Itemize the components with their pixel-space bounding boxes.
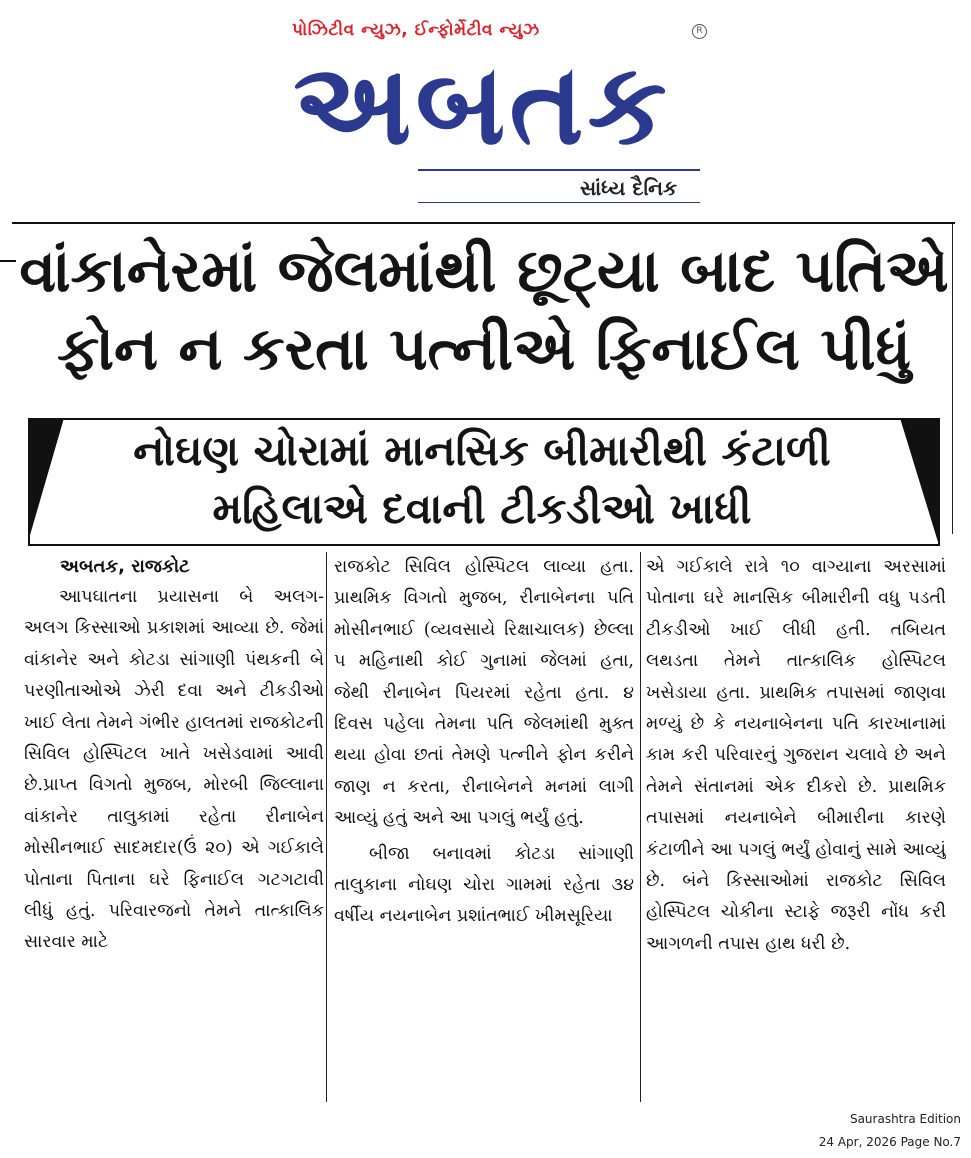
column-divider	[640, 552, 641, 1102]
header-divider	[12, 222, 955, 224]
article-column-2	[334, 552, 634, 1104]
masthead-subtitle: સાંધ્ય દૈનિક	[580, 176, 678, 200]
headline	[14, 232, 954, 388]
subheadline-line-2: મહિલાએ દવાની ટીકડીઓ ખાધી	[212, 484, 752, 533]
masthead	[0, 0, 971, 215]
subheadline	[64, 422, 900, 538]
column-divider	[326, 552, 327, 1102]
registered-mark-icon: R	[692, 24, 707, 39]
article-paragraph: બીજા બનાવમાં કોટડા સાંગાણી તાલુકાના નોઘણ ચોરા ગામમાં રહેતા ૩૪ વર્ષીય નયનાબેન પ્રશાંતભાઈ ખીમસૂરિયા	[334, 843, 634, 927]
dateline: અબતક, રાજકોટ	[60, 556, 190, 577]
article-column-1	[24, 552, 324, 1104]
logo-text: અબતક	[293, 44, 671, 166]
headline-line-2: ફોન ન કરતા પત્નીએ ફિનાઈલ પીધું	[57, 314, 911, 383]
article-paragraph: રાજકોટ સિવિલ હોસ્પિટલ લાવ્યા હતા. પ્રાથમિક વિગતો મુજબ, રીનાબેનના પતિ મોસીનભાઈ (વ્યવસાયે રિક્ષાચાલક) છેલ્લા ૫ મહિનાથી કોઈ ગુનામાં જેલમાં હતા, જેથી રીનાબેન પિયરમાં રહેતા હતા. ૪ દિવસ પહેલા તેમના પતિ જેલમાંથી મુક્ત થયા હોવા છતાં તેમણે પત્નીને ફોન કરીને જાણ ન કરતા, રીનાબેનને મનમાં લાગી આવ્યું હતું અને આ પગલું ભર્યું હતું.	[334, 557, 634, 829]
subheadline-corner-right	[900, 418, 938, 542]
headline-line-1: વાંકાનેરમાં જેલમાંથી છૂટ્યા બાદ પતિએ	[19, 236, 949, 305]
subtitle-underline	[418, 202, 700, 203]
date-page-label: 24 Apr, 2026 Page No.7	[818, 1135, 961, 1149]
article-column-3	[646, 552, 946, 1104]
article-paragraph: એ ગઈકાલે રાત્રે ૧૦ વાગ્યાના અરસામાં પોતાના ઘરે માનસિક બીમારીની વધુ પડતી ટીકડીઓ ખાઈ લીધી હતી. તબિયત લથડતા તેમને તાત્કાલિક હોસ્પિટલ ખસેડાયા હતા. પ્રાથમિક તપાસમાં જાણવા મળ્યું છે કે નયનાબેનના પતિ કારખાનામાં કામ કરી પરિવારનું ગુજરાન ચલાવે છે અને તેમને સંતાનમાં એક દીકરો છે. પ્રાથમિક તપાસમાં નયનાબેને બીમારીના કારણે કંટાળીને આ પગલું ભર્યું હોવાનું સામે આવ્યું છે. બંને કિસ્સાઓમાં રાજકોટ સિવિલ હોસ્પિટલ ચોકીના સ્ટાફે જરૂરી નોંધ કરી આગળની તપાસ હાથ ધરી છે.	[646, 557, 946, 954]
masthead-tagline: પોઝિટીવ ન્યુઝ, ઈન્ફોર્મેટીવ ન્યુઝ	[292, 20, 540, 40]
edition-label: Saurashtra Edition	[849, 1112, 961, 1126]
subheadline-line-1: નોઘણ ચોરામાં માનસિક બીમારીથી કંટાળી	[133, 426, 831, 475]
logo-underline	[418, 169, 700, 171]
article-paragraph: આપઘાતના પ્રયાસના બે અલગ-અલગ કિસ્સાઓ પ્રકાશમાં આવ્યા છે. જેમાં વાંકાનેર અને કોટડા સાંગાણી પંથકની બે પરણીતાઓએ ઝેરી દવા અને ટીકડીઓ ખાઈ લેતા તેમને ગંભીર હાલતમાં રાજકોટની સિવિલ હોસ્પિટલ ખાતે ખસેડવામાં આવી છે.પ્રાપ્ત વિગતો મુજબ, મોરબી જિલ્લાના વાંકાનેર તાલુકામાં રહેતા રીનાબેન મોસીનભાઈ સાદમદાર(ઉં ૨૦) એ ગઈકાલે પોતાના પિતાના ઘરે ફિનાઈલ ગટગટાવી લીધું હતું. પરિવારજનો તેમને તાત્કાલિક સારવાર માટે	[24, 587, 324, 953]
subheadline-corner-left	[28, 418, 64, 542]
newspaper-logo	[262, 44, 702, 166]
